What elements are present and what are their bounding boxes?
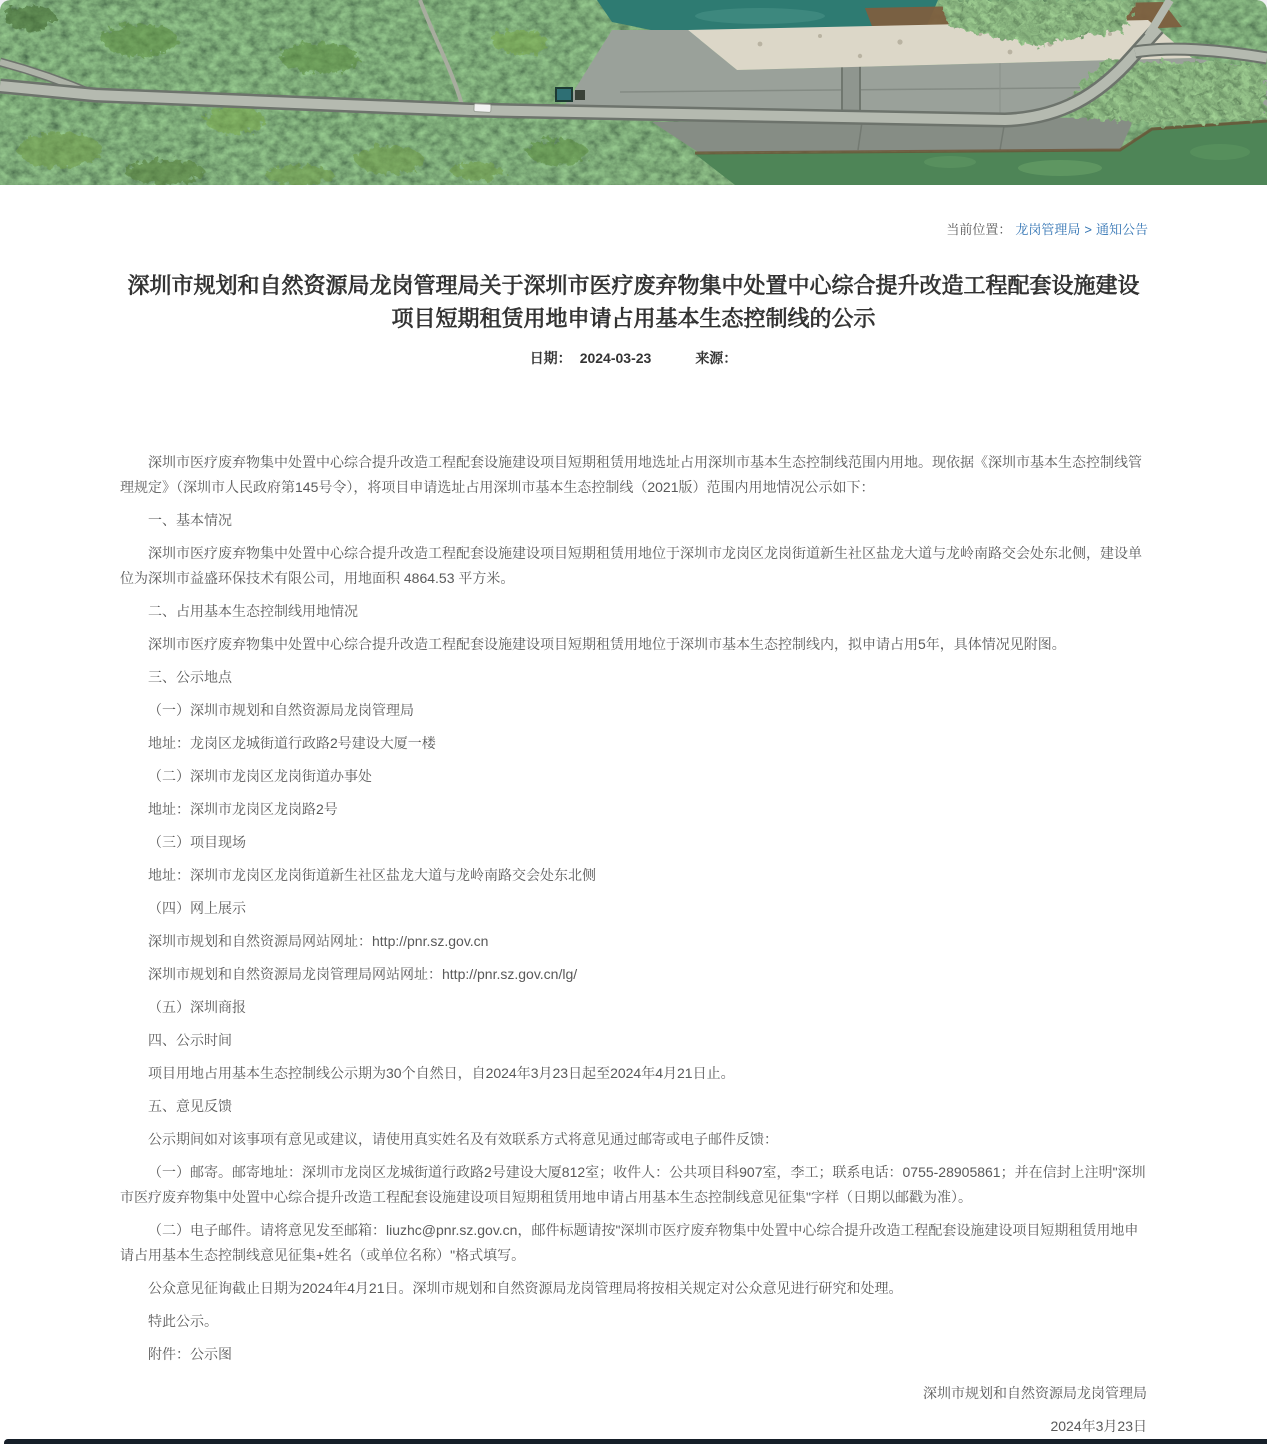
- paragraph-feedback-mail: （一）邮寄。邮寄地址：深圳市龙岗区龙城街道行政路2号建设大厦812室；收件人：公共项目科907室，李工；联系电话：0755-28905861；并在信封上注明"深圳市医疗废弃物集中处置中心综合提升改造工程配套设施建设项目短期租赁用地申请占用基本生态控制线意见征集"字样（日期以邮戳为准）。: [120, 1164, 1146, 1205]
- website-line-1: 深圳市规划和自然资源局网站网址：http://pnr.sz.gov.cn: [148, 933, 489, 949]
- footer-bar-edge: [4, 1439, 1267, 1444]
- location-item-3: （三）项目现场: [148, 834, 246, 850]
- paragraph-basic-info: 深圳市医疗废弃物集中处置中心综合提升改造工程配套设施建设项目短期租赁用地位于深圳市龙岗区龙岗街道新生社区盐龙大道与龙岭南路交会处东北侧，建设单位为深圳市益盛环保技术有限公司，用地面积 4864.53 平方米。: [120, 545, 1142, 586]
- paragraph-deadline: 公众意见征询截止日期为2024年4月21日。深圳市规划和自然资源局龙岗管理局将按相关规定对公众意见进行研究和处理。: [148, 1280, 903, 1296]
- signature-date: 2024年3月23日: [1050, 1418, 1147, 1434]
- article-body: [120, 450, 1147, 1439]
- breadcrumb-separator: >: [1084, 222, 1092, 237]
- section-heading-5: 五、意见反馈: [148, 1098, 232, 1114]
- location-item-1: （一）深圳市规划和自然资源局龙岗管理局: [148, 702, 414, 718]
- address-line-2: 地址：深圳市龙岗区龙岗路2号: [148, 801, 338, 817]
- signature-organization: 深圳市规划和自然资源局龙岗管理局: [923, 1385, 1147, 1401]
- breadcrumb-link-notices[interactable]: 通知公告: [1095, 222, 1148, 237]
- breadcrumb-link-longgang-bureau[interactable]: 龙岗管理局: [1015, 222, 1081, 237]
- section-heading-1: 一、基本情况: [148, 512, 232, 528]
- address-line-3: 地址：深圳市龙岗区龙岗街道新生社区盐龙大道与龙岭南路交会处东北侧: [148, 867, 596, 883]
- paragraph-attachment: 附件：公示图: [148, 1346, 232, 1362]
- date-value: 2024-03-23: [579, 350, 652, 366]
- hero-aerial-photo: [0, 0, 1267, 185]
- article-meta: [0, 348, 1267, 368]
- dam-aerial-illustration: [0, 0, 1267, 185]
- website-line-2: 深圳市规划和自然资源局龙岗管理局网站网址：http://pnr.sz.gov.cn/lg/: [148, 966, 578, 982]
- paragraph-publicity-period: 项目用地占用基本生态控制线公示期为30个自然日，自2024年3月23日起至2024年4月21日止。: [148, 1065, 735, 1081]
- date-label: 日期：: [529, 350, 572, 366]
- paragraph-ecological-line: 深圳市医疗废弃物集中处置中心综合提升改造工程配套设施建设项目短期租赁用地位于深圳市基本生态控制线内，拟申请占用5年，具体情况见附图。: [148, 636, 1066, 652]
- page-title: 深圳市规划和自然资源局龙岗管理局关于深圳市医疗废弃物集中处置中心综合提升改造工程配套设施建设项目短期租赁用地申请占用基本生态控制线的公示: [127, 273, 1140, 331]
- location-item-4: （四）网上展示: [148, 900, 246, 916]
- paragraph-intro: 深圳市医疗废弃物集中处置中心综合提升改造工程配套设施建设项目短期租赁用地选址占用深圳市基本生态控制线范围内用地。现依据《深圳市基本生态控制线管理规定》（深圳市人民政府第145号令），将项目申请选址占用深圳市基本生态控制线（2021版）范围内用地情况公示如下：: [120, 454, 1142, 495]
- paragraph-hereby: 特此公示。: [148, 1313, 218, 1329]
- address-line-1: 地址：龙岗区龙城街道行政路2号建设大厦一楼: [148, 735, 436, 751]
- location-item-2: （二）深圳市龙岗区龙岗街道办事处: [148, 768, 372, 784]
- breadcrumb: [0, 221, 1267, 239]
- section-heading-3: 三、公示地点: [148, 669, 232, 685]
- paragraph-feedback-email: （二）电子邮件。请将意见发至邮箱：liuzhc@pnr.sz.gov.cn，邮件标题请按"深圳市医疗废弃物集中处置中心综合提升改造工程配套设施建设项目短期租赁用地申请占用基本生态控制线意见征集+姓名（或单位名称）"格式填写。: [120, 1222, 1139, 1263]
- paragraph-feedback-intro: 公示期间如对该事项有意见或建议，请使用真实姓名及有效联系方式将意见通过邮寄或电子邮件反馈：: [148, 1131, 778, 1147]
- breadcrumb-label: 当前位置：: [946, 222, 1012, 237]
- location-item-5: （五）深圳商报: [148, 999, 246, 1015]
- section-heading-2: 二、占用基本生态控制线用地情况: [148, 603, 358, 619]
- source-label: 来源：: [695, 350, 738, 366]
- section-heading-4: 四、公示时间: [148, 1032, 232, 1048]
